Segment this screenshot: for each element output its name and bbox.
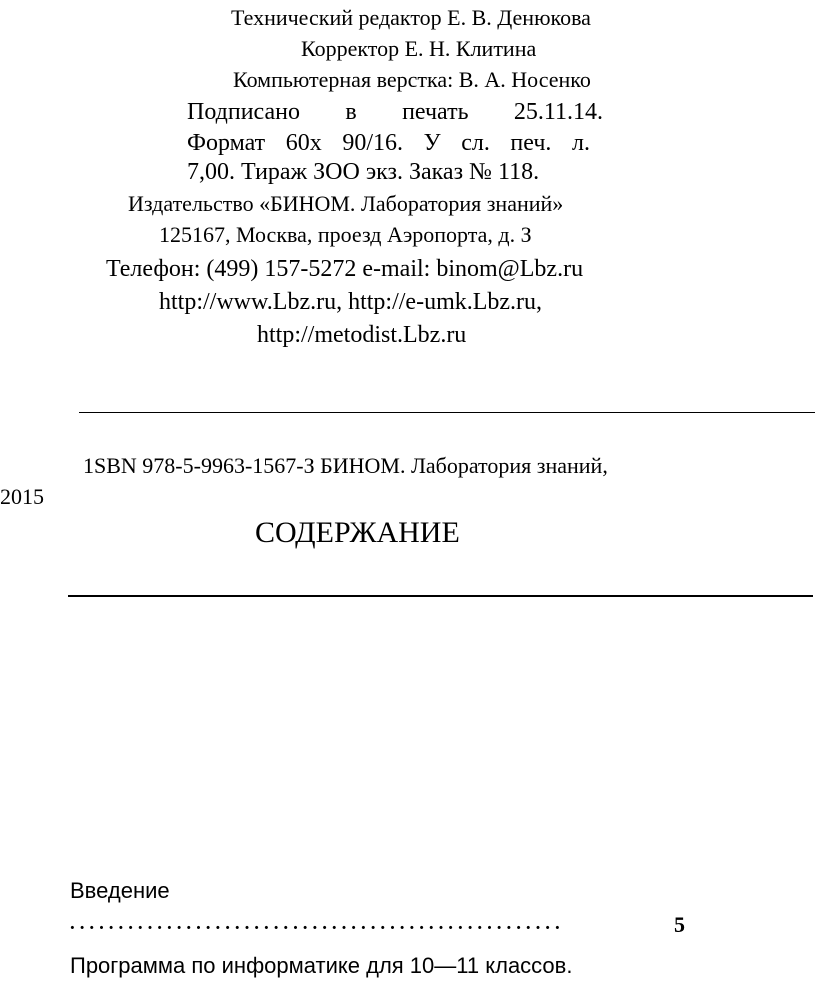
year-line: 2015 [0, 484, 44, 509]
format-word: л. [571, 130, 590, 156]
signed-line [187, 99, 603, 126]
toc-item-intro-page: 5 [674, 912, 685, 937]
urls-line-1: http://www.Lbz.ru, http://e-umk.Lbz.ru, [159, 289, 543, 315]
toc-item-intro-label: Введение [70, 878, 170, 903]
tech-editor-line: Технический редактор Е. В. Денюкова [231, 5, 591, 30]
toc-item-intro-leader: . . . . . . . . . . . . . . . . . . . . . . . . . . . . . . . . . . . . . . . . . . . . . . . . . . . [70, 913, 560, 934]
format-line [187, 130, 590, 157]
contents-title: СОДЕРЖАНИЕ [255, 516, 460, 549]
format-word: У [423, 130, 441, 156]
address-line: 125167, Москва, проезд Аэропорта, д. З [159, 222, 532, 247]
format-word: 90/16. [342, 130, 403, 156]
format-word: печ. [510, 130, 552, 156]
toc-item-program-label: Программа по информатике для 10—11 классов. [70, 953, 573, 978]
isbn-line: 1SBN 978-5-9963-1567-З БИНОМ. Лаборатория знаний, [83, 453, 608, 478]
corrector-line: Корректор Е. Н. Клитина [301, 36, 537, 61]
format-word: 60х [285, 130, 322, 156]
signed-date: 25.11.14. [513, 99, 603, 125]
urls-line-2: http://metodist.Lbz.ru [257, 322, 467, 348]
signed-word: в [345, 99, 357, 125]
layout-line: Компьютерная верстка: В. А. Носенко [233, 67, 591, 92]
signed-word: Подписано [187, 99, 300, 125]
format-word: Формат [187, 130, 266, 156]
format-word: сл. [461, 130, 490, 156]
divider-top [79, 412, 815, 413]
divider-contents [68, 595, 813, 597]
signed-word: печать [402, 99, 469, 125]
phone-email-line: Телефон: (499) 157-5272 e-mail: binom@Lbz.ru [106, 256, 584, 282]
publisher-line: Издательство «БИНОМ. Лаборатория знаний» [128, 191, 564, 216]
print-run-line: 7,00. Тираж ЗОО экз. Заказ № 118. [187, 159, 540, 185]
